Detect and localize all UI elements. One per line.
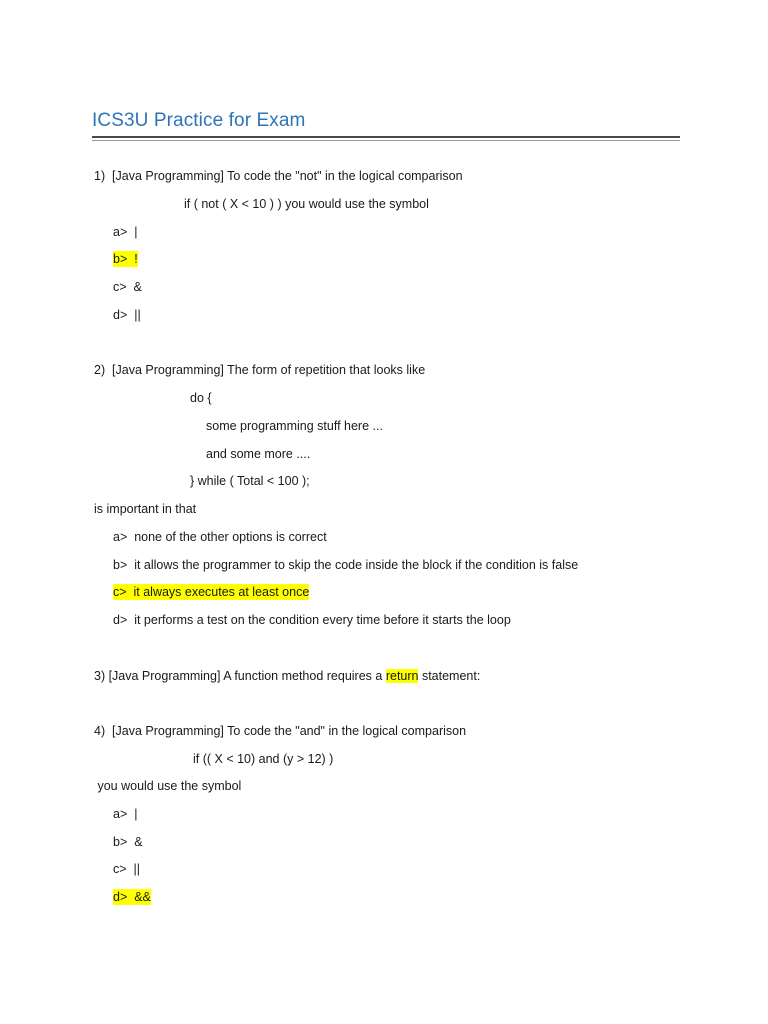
q4-option-a: a> | <box>113 807 138 821</box>
q1-option-d: d> || <box>113 308 141 322</box>
q4-code: if (( X < 10) and (y > 12) ) <box>193 752 334 766</box>
q4-option-c: c> || <box>113 862 140 876</box>
document-title: ICS3U Practice for Exam <box>92 110 306 131</box>
q1-code: if ( not ( X < 10 ) ) you would use the symbol <box>184 197 429 211</box>
q1-option-a: a> | <box>113 225 138 239</box>
q2-option-a: a> none of the other options is correct <box>113 530 327 544</box>
q3-keyword-highlight: return <box>385 669 419 683</box>
q1-prompt: 1) [Java Programming] To code the "not" in the logical comparison <box>94 169 463 183</box>
q1-option-b-answer: b> ! <box>113 252 138 266</box>
q4-option-d-answer: d> && <box>113 890 151 904</box>
q3-prompt-before: 3) [Java Programming] A function method requires a <box>94 669 386 683</box>
q4-prompt: 4) [Java Programming] To code the "and" in the logical comparison <box>94 724 467 738</box>
q2-prompt: 2) [Java Programming] The form of repetition that looks like <box>94 363 426 377</box>
q4-followup: you would use the symbol <box>94 779 242 793</box>
q2-option-c-answer: c> it always executes at least once <box>113 585 310 599</box>
q2-option-d: d> it performs a test on the condition every time before it starts the loop <box>113 613 511 627</box>
q2-option-b: b> it allows the programmer to skip the code inside the block if the condition is false <box>113 558 579 572</box>
q3-prompt <box>94 668 480 684</box>
q3-prompt-after: statement: <box>418 669 481 683</box>
q2-followup: is important in that <box>94 502 197 516</box>
q2-code-line-3: and some more .... <box>206 447 311 461</box>
q2-code-line-1: do { <box>190 391 212 405</box>
q2-code-line-2: some programming stuff here ... <box>206 419 383 433</box>
q4-option-b: b> & <box>113 835 143 849</box>
title-underline <box>92 136 680 138</box>
q1-option-c: c> & <box>113 280 142 294</box>
q2-code-line-4: } while ( Total < 100 ); <box>190 474 310 488</box>
title-underline-thin <box>92 140 680 141</box>
